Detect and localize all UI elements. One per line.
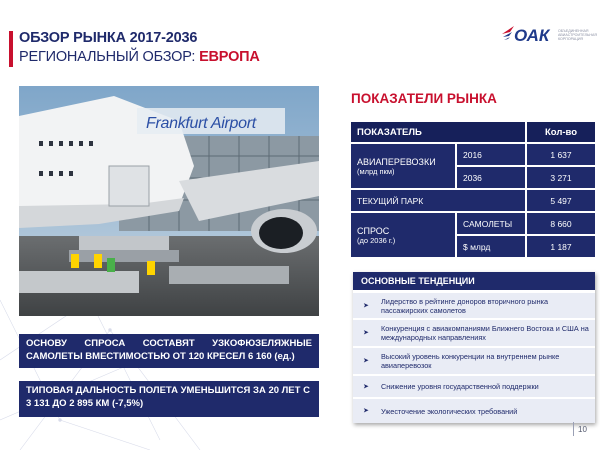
traffic-unit: (млрд пкм) (357, 166, 395, 176)
trends-title: ОСНОВНЫЕ ТЕНДЕНЦИИ (353, 272, 595, 290)
trend-item (353, 398, 595, 423)
fleet-label: ТЕКУЩИЙ ПАРК (351, 190, 525, 211)
market-section-title: ПОКАЗАТЕЛИ РЫНКА (351, 91, 497, 106)
header-indicator: ПОКАЗАТЕЛЬ (351, 122, 525, 142)
trends-panel (353, 272, 595, 423)
subtitle-region: ЕВРОПА (199, 49, 260, 65)
trend-text: Ужесточение экологических требований (381, 406, 518, 416)
year-2016: 2016 (457, 144, 525, 165)
demand-sub: (до 2036 г.) (357, 235, 396, 245)
demand-row-label (351, 213, 455, 257)
value-2036: 3 271 (527, 167, 595, 188)
usd-value: 1 187 (527, 236, 595, 257)
year-2036: 2036 (457, 167, 525, 188)
page-number-divider (573, 422, 574, 436)
demand-caption: ОСНОВУ СПРОСА СОСТАВЯТ УЗКОФЮЗЕЛЯЖНЫЕ САМОЛЕТЫ ВМЕСТИМОСТЬЮ ОТ 120 КРЕСЕЛ 6 160 (ед.) (19, 334, 319, 368)
trend-item (353, 292, 595, 318)
usd-label: $ млрд (457, 236, 525, 257)
title-accent-bar (9, 31, 13, 67)
trend-item (353, 375, 595, 397)
traffic-label: АВИАПЕРЕВОЗКИ (357, 156, 436, 167)
arrow-bullet-icon: ➤ (363, 407, 369, 415)
logo-wordmark: ОАК (514, 26, 550, 45)
range-caption: ТИПОВАЯ ДАЛЬНОСТЬ ПОЛЕТА УМЕНЬШИТСЯ ЗА 20 ЛЕТ С 3 131 ДО 2 895 КМ (-7,5%) (19, 381, 319, 417)
page-number: 10 (578, 425, 587, 434)
trend-item (353, 319, 595, 346)
trend-text: Снижение уровня государственной поддержки (381, 382, 539, 391)
trend-text: Конкуренция с авиакомпаниями Ближнего Востока и США на международных направлениях (381, 324, 589, 342)
traffic-row-label (351, 144, 455, 188)
arrow-bullet-icon: ➤ (363, 357, 369, 365)
trend-item (353, 347, 595, 374)
trend-text: Лидерство в рейтинге доноров вторичного рынка пассажирских самолетов (381, 296, 549, 315)
page-subtitle (19, 49, 260, 65)
arrow-bullet-icon: ➤ (363, 329, 369, 337)
arrow-bullet-icon: ➤ (363, 383, 369, 390)
demand-label: СПРОС (357, 225, 390, 236)
subtitle-prefix: РЕГИОНАЛЬНЫЙ ОБЗОР: (19, 49, 200, 65)
aircraft-value: 8 660 (527, 213, 595, 234)
logo-subtitle: ОБЪЕДИНЕННАЯ АВИАСТРОИТЕЛЬНАЯ КОРПОРАЦИЯ (558, 29, 597, 42)
aircraft-label: САМОЛЕТЫ (457, 213, 525, 234)
value-2016: 1 637 (527, 144, 595, 165)
airport-sign-text: Frankfurt Airport (146, 115, 256, 132)
page-title: ОБЗОР РЫНКА 2017-2036 (19, 30, 198, 46)
fleet-value: 5 497 (527, 190, 595, 211)
company-logo (500, 24, 595, 50)
arrow-bullet-icon: ➤ (363, 302, 369, 309)
header-value: Кол-во (527, 122, 595, 142)
trend-text: Высокий уровень конкуренции на внутреннем рынке авиаперевозок (381, 352, 560, 370)
airport-photo (19, 86, 319, 316)
